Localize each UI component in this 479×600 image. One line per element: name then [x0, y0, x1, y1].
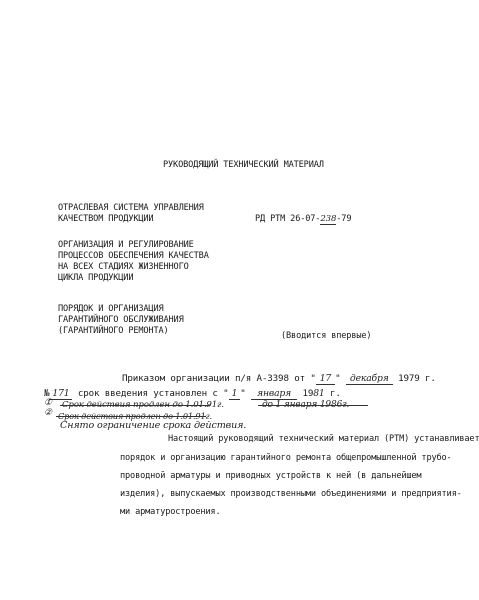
- subject-line-2: ГАРАНТИЙНОГО ОБСЛУЖИВАНИЯ: [58, 315, 184, 325]
- introduced-note: (Вводится впервые): [281, 331, 372, 341]
- strike-line-2: [56, 416, 206, 417]
- order-number: 171: [49, 388, 72, 400]
- body-line-4: изделия), выпускаемых производственными объединениями и предприятия-: [120, 489, 462, 499]
- system-line-1: ОТРАСЛЕВАЯ СИСТЕМА УПРАВЛЕНИЯ: [58, 203, 204, 213]
- amendment-line-1-right: до 1 января 1986г.: [262, 400, 350, 410]
- start-year: 81: [313, 388, 325, 399]
- order-year: 1979 г.: [398, 373, 436, 384]
- amendment-mark-1: ①: [44, 398, 52, 408]
- order-day: 17: [316, 373, 335, 385]
- number-sign: №: [44, 388, 50, 399]
- subject-line-1: ПОРЯДОК И ОРГАНИЗАЦИЯ: [58, 304, 164, 314]
- doc-code-prefix: РД РТМ 26-07-: [255, 214, 321, 224]
- order-text-1: Приказом организации п/я А-3398 от ": [122, 373, 316, 384]
- start-day: 1: [229, 388, 241, 400]
- system-line-2: КАЧЕСТВОМ ПРОДУКЦИИ: [58, 214, 154, 224]
- strike-line-1: [60, 405, 210, 406]
- document-header: РУКОВОДЯЩИЙ ТЕХНИЧЕСКИЙ МАТЕРИАЛ: [163, 160, 324, 170]
- order-line: [122, 373, 436, 384]
- document-code: [255, 214, 351, 225]
- scope-line-3: НА ВСЕХ СТАДИЯХ ЖИЗНЕННОГО: [58, 262, 189, 272]
- amendment-line-1: Срок действия продлен до 1.01.91г.: [62, 400, 224, 410]
- scope-line-2: ПРОЦЕССОВ ОБЕСПЕЧЕНИЯ КАЧЕСТВА: [58, 251, 209, 261]
- amendment-line-2: Срок действия продлен до 1.01.91г.: [58, 411, 212, 421]
- order-month: декабря: [346, 373, 393, 385]
- amendment-mark-2: ②: [44, 408, 52, 418]
- strike-line-1-right: [258, 405, 368, 406]
- scope-line-4: ЦИКЛА ПРОДУКЦИИ: [58, 273, 134, 283]
- introduction-line: [44, 388, 341, 399]
- scope-line-1: ОРГАНИЗАЦИЯ И РЕГУЛИРОВАНИЕ: [58, 240, 194, 250]
- doc-code-number: 238: [320, 214, 337, 224]
- body-line-3: проводной арматуры и приводных устройств к ней (в дальнейшем: [120, 471, 422, 481]
- body-line-5: ми арматуростроения.: [120, 507, 221, 517]
- body-line-2: порядок и организацию гарантийного ремонта общепромышленной трубо-: [120, 453, 452, 463]
- amendment-line-3: Снято ограничение срока действия.: [60, 420, 247, 431]
- body-line-1: Настоящий руководящий технический материал (РТМ) устанавливает: [168, 434, 479, 444]
- doc-code-suffix: -79: [336, 214, 352, 224]
- order-text-2: ": [335, 373, 341, 384]
- start-month: января: [251, 388, 297, 400]
- introduction-text: срок введения установлен с ": [77, 388, 229, 399]
- start-year-prefix: 19: [302, 388, 314, 399]
- subject-line-3: (ГАРАНТИЙНОГО РЕМОНТА): [58, 326, 169, 336]
- start-year-suffix: г.: [330, 388, 341, 399]
- introduction-quote: ": [240, 388, 246, 399]
